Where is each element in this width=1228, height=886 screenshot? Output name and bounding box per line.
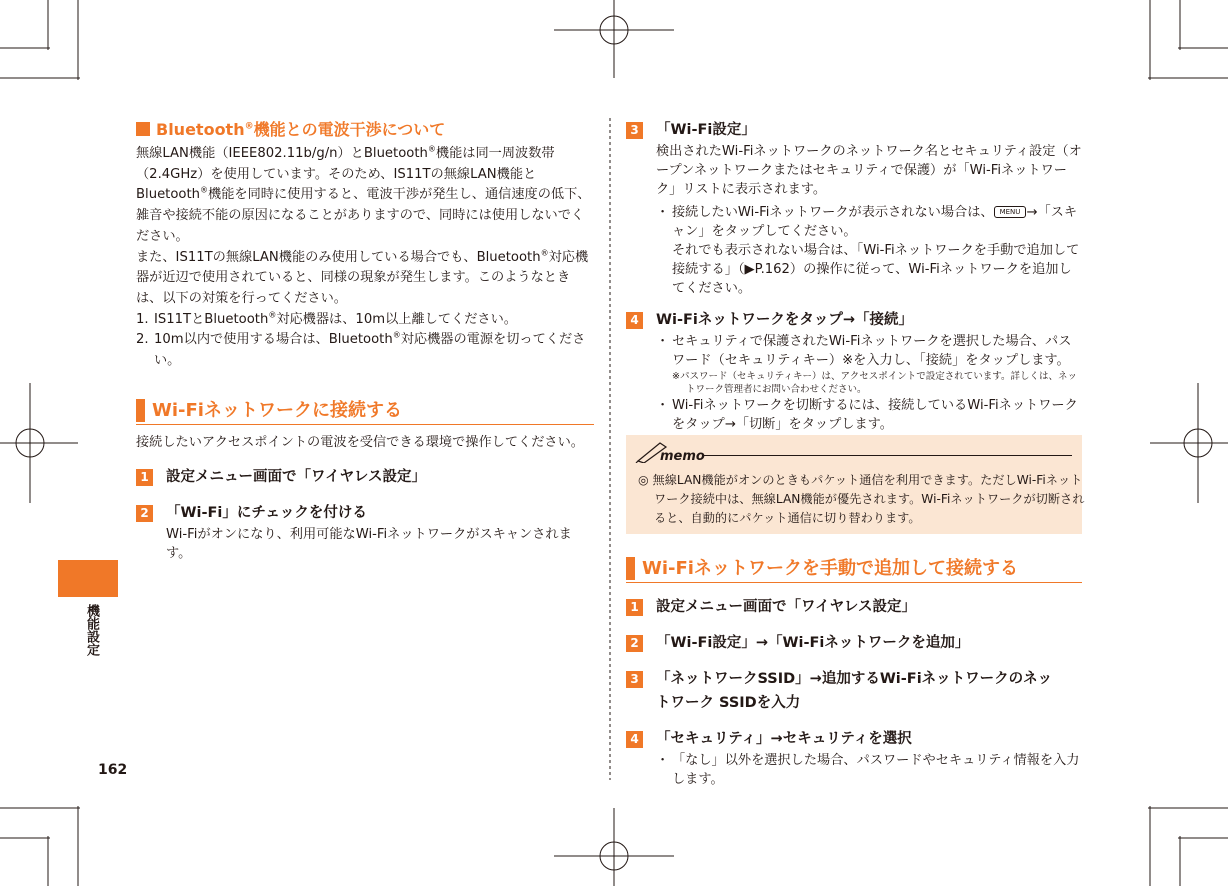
step-4-body bbox=[626, 332, 1082, 434]
menu-key-icon: MENU bbox=[994, 206, 1027, 218]
manual-step-3: 3 「ネットワークSSID」→追加するWi-Fiネットワークのネットワーク SSIDを入力 bbox=[626, 667, 1066, 715]
step-3-bullet: ・ 接続したいWi-Fiネットワークが表示されない場合は、 MENU →「スキャン」をタップしてください。 それでも表示されない場合は、「Wi-Fiネットワークを手動で追加して接続する」（▶P.162）の操作に従って、Wi-Fiネットワークを追加してください。 bbox=[656, 203, 1082, 298]
right-column bbox=[626, 118, 1082, 434]
step-2-body: Wi-Fiがオンになり、利用可能なWi-Fiネットワークがスキャンされます。 bbox=[166, 527, 572, 562]
countermeasure-2: 2. 10m以内で使用する場合は、Bluetooth®対応機器の電源を切ってください。 bbox=[136, 330, 586, 369]
square-bullet-icon bbox=[136, 122, 150, 136]
step-3-body: 検出されたWi-Fiネットワークのネットワーク名とセキュリティ設定（オープンネットワークまたはセキュリティで保護）が「Wi-Fiネットワーク」リストに表示されます。 ・ 接続したいWi-Fiネットワークが表示されない場合は、 MENU →「スキャン」をタップしてください。 それでも表示されない場合は、「Wi-Fiネットワークを手動で追加して接続する」（▶P.162）の操作に従って、Wi-Fiネットワークを追加してください。 bbox=[626, 142, 1082, 298]
manual-step-4-body bbox=[626, 751, 1082, 789]
chapter-label: 機能設定 bbox=[84, 604, 99, 656]
step-1: 1 設定メニュー画面で「ワイヤレス設定」 bbox=[136, 465, 594, 489]
bluetooth-paragraph-2: また、IS11Tの無線LAN機能のみ使用している場合でも、Bluetooth®対応機器が近辺で使用されていると、同様の現象が発生します。このようなときは、以下の対策を行ってください。 bbox=[136, 248, 589, 306]
manual-section bbox=[626, 556, 1082, 789]
memo-rule bbox=[704, 455, 1072, 456]
bluetooth-paragraph-1: 無線LAN機能（IEEE802.11b/g/n）とBluetooth®機能は同一周波数帯（2.4GHz）を使用しています。そのため、IS11Tの無線LAN機能とBluetooth®機能を同時に使用すると、電波干渉が発生し、通信速度の低下、雑音や接続不能の原因になることがありますので、同時には使用しないでください。 bbox=[136, 144, 591, 244]
heading-bar bbox=[136, 399, 145, 422]
bluetooth-heading: Bluetooth®機能との電波干渉について bbox=[136, 118, 594, 142]
manual-step-4: 4 「セキュリティ」→セキュリティを選択 bbox=[626, 727, 1082, 751]
wifi-connect-heading: Wi-Fiネットワークに接続する bbox=[136, 398, 594, 425]
wifi-intro: 接続したいアクセスポイントの電波を受信できる環境で操作してください。 bbox=[136, 434, 584, 450]
memo-box bbox=[626, 435, 1085, 534]
manual-step-2: 2 「Wi-Fi設定」→「Wi-Fiネットワークを追加」 bbox=[626, 631, 1082, 655]
step-3: 3 「Wi-Fi設定」 bbox=[626, 118, 1082, 142]
step-2: 2 「Wi-Fi」にチェックを付ける bbox=[136, 501, 594, 525]
manual-step-1: 1 設定メニュー画面で「ワイヤレス設定」 bbox=[626, 595, 1082, 619]
chapter-tab bbox=[58, 560, 118, 597]
step-4: 4 Wi-Fiネットワークをタップ→「接続」 bbox=[626, 308, 1082, 332]
manual-step-4-bullet: ・ 「なし」以外を選択した場合、パスワードやセキュリティ情報を入力します。 bbox=[656, 751, 1082, 789]
memo-text: ◎ 無線LAN機能がオンのときもパケット通信を利用できます。ただしWi-Fiネットワーク接続中は、無線LAN機能が優先されます。Wi-Fiネットワークが切断されると、自動的にパケット通信に切り替わります。 bbox=[638, 473, 1085, 525]
step-4-bullet-2: ・ Wi-Fiネットワークを切断するには、接続しているWi-Fiネットワークをタップ→「切断」をタップします。 bbox=[656, 396, 1082, 434]
step-4-note: ※パスワード（セキュリティキー）は、アクセスポイントで設定されています。詳しくは、ネットワーク管理者にお問い合わせください。 bbox=[672, 371, 1077, 395]
heading-bar bbox=[626, 557, 635, 580]
left-column bbox=[136, 118, 594, 563]
step-4-bullet-1: ・ セキュリティで保護されたWi-Fiネットワークを選択した場合、パスワード（セキュリティキー）※を入力し、「接続」をタップします。 bbox=[656, 332, 1082, 370]
memo-label: memo bbox=[660, 449, 705, 464]
wifi-manual-heading: Wi-Fiネットワークを手動で追加して接続する bbox=[626, 556, 1082, 583]
countermeasure-1: 1. IS11TとBluetooth®対応機器は、10m以上離してください。 bbox=[136, 310, 517, 327]
page-number: 162 bbox=[98, 762, 128, 778]
